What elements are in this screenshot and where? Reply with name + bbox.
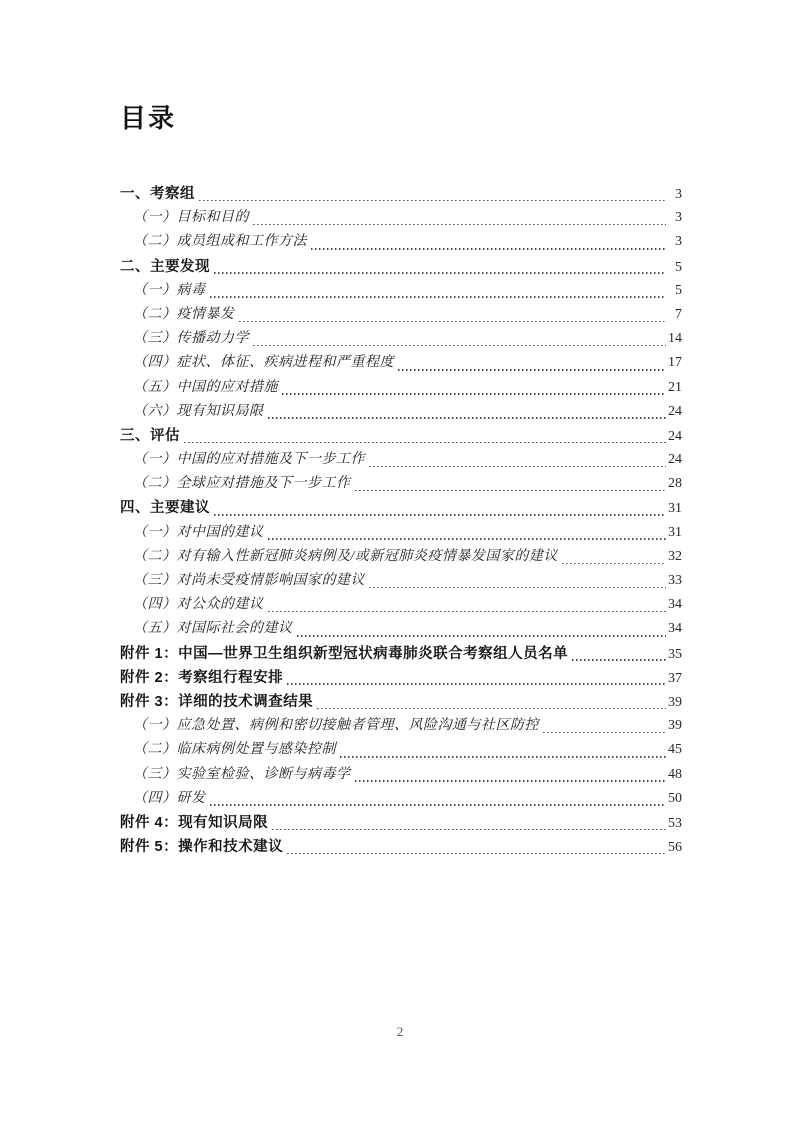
toc-entry[interactable] xyxy=(120,424,682,448)
toc-entry[interactable] xyxy=(120,593,682,617)
toc-dot-leader xyxy=(297,635,667,637)
toc-dot-leader xyxy=(355,780,667,782)
toc-entry[interactable] xyxy=(120,666,682,690)
toc-entry-page-number: 35 xyxy=(668,646,682,662)
toc-entry-label: （二）疫情暴发 xyxy=(133,306,235,322)
toc-entry-page-number: 5 xyxy=(675,259,682,275)
toc-entry-label: 附件 1：中国—世界卫生组织新型冠状病毒肺炎联合考察组人员名单 xyxy=(120,645,569,662)
toc-entry-page-number: 21 xyxy=(668,379,682,395)
toc-entry[interactable] xyxy=(120,230,682,254)
toc-entry-label: （四）研发 xyxy=(133,790,206,806)
toc-dot-leader xyxy=(268,417,667,419)
toc-entry-label: （一）应急处置、病例和密切接触者管理、风险沟通与社区防控 xyxy=(133,718,539,734)
toc-entry-label: （二）全球应对措施及下一步工作 xyxy=(133,476,351,492)
toc-dot-leader xyxy=(369,465,666,467)
toc-dot-leader xyxy=(340,756,666,758)
toc-entry[interactable] xyxy=(120,811,682,835)
toc-dot-leader xyxy=(355,489,667,491)
toc-dot-leader xyxy=(214,272,666,274)
toc-dot-leader xyxy=(268,538,667,540)
toc-entry-page-number: 48 xyxy=(668,766,682,782)
toc-dot-leader xyxy=(272,828,666,830)
toc-entry-page-number: 5 xyxy=(675,282,682,298)
toc-dot-leader xyxy=(287,852,666,854)
toc-dot-leader xyxy=(572,659,666,661)
toc-dot-leader xyxy=(253,344,666,346)
toc-entry[interactable] xyxy=(120,763,682,787)
toc-entry[interactable] xyxy=(120,279,682,303)
toc-entry-label: 附件 4：现有知识局限 xyxy=(120,814,269,831)
toc-dot-leader xyxy=(311,248,666,250)
toc-entry[interactable] xyxy=(120,327,682,351)
toc-entry[interactable] xyxy=(120,738,682,762)
toc-entry-page-number: 3 xyxy=(675,187,682,202)
toc-entry-label: 三、评估 xyxy=(120,427,180,444)
toc-dot-leader xyxy=(184,441,666,443)
toc-entry-label: （三）实验室检验、诊断与病毒学 xyxy=(133,766,351,782)
toc-entry[interactable] xyxy=(120,569,682,593)
toc-entry[interactable] xyxy=(120,545,682,569)
toc-entry[interactable] xyxy=(120,787,682,811)
toc-entry-label: （四）症状、体征、疾病进程和严重程度 xyxy=(133,355,394,371)
toc-entry-label: 附件 2：考察组行程安排 xyxy=(120,669,284,686)
toc-dot-leader xyxy=(268,610,667,612)
toc-entry-label: （三）传播动力学 xyxy=(133,331,249,347)
toc-entry-page-number: 31 xyxy=(668,501,682,517)
toc-entry-label: （一）目标和目的 xyxy=(133,210,249,226)
toc-entry-page-number: 39 xyxy=(668,694,682,710)
toc-entry-label: （一）对中国的建议 xyxy=(133,524,264,540)
toc-entry[interactable] xyxy=(120,303,682,327)
toc-entry-page-number: 7 xyxy=(675,306,682,322)
page-title: 目录 xyxy=(120,103,177,133)
toc-entry-label: （四）对公众的建议 xyxy=(133,597,264,613)
table-of-contents xyxy=(120,182,682,859)
toc-entry[interactable] xyxy=(120,448,682,472)
toc-entry-page-number: 45 xyxy=(668,742,682,758)
toc-entry[interactable] xyxy=(120,690,682,714)
toc-dot-leader xyxy=(214,514,666,516)
footer-page-number: 2 xyxy=(396,1024,404,1039)
toc-entry-page-number: 53 xyxy=(668,815,682,831)
toc-entry-page-number: 24 xyxy=(668,452,682,468)
toc-entry[interactable] xyxy=(120,714,682,738)
toc-entry-label: （六）现有知识局限 xyxy=(133,403,264,419)
toc-entry[interactable] xyxy=(120,617,682,641)
toc-entry[interactable] xyxy=(120,255,682,279)
toc-entry-page-number: 31 xyxy=(668,524,682,540)
toc-entry-label: 附件 3：详细的技术调查结果 xyxy=(120,693,314,710)
toc-dot-leader xyxy=(287,683,666,685)
toc-entry-page-number: 56 xyxy=(668,840,682,856)
toc-dot-leader xyxy=(210,296,667,298)
toc-entry-label: 附件 5：操作和技术建议 xyxy=(120,839,284,856)
toc-entry[interactable] xyxy=(120,376,682,400)
toc-entry-page-number: 3 xyxy=(675,210,682,226)
toc-dot-leader xyxy=(210,804,667,806)
toc-dot-leader xyxy=(239,320,667,322)
toc-entry-page-number: 37 xyxy=(668,670,682,686)
toc-entry-page-number: 34 xyxy=(668,597,682,613)
toc-entry[interactable] xyxy=(120,496,682,520)
toc-entry-label: （五）中国的应对措施 xyxy=(133,379,278,395)
toc-entry[interactable] xyxy=(120,835,682,859)
toc-entry-label: 二、主要发现 xyxy=(120,258,210,275)
toc-entry-page-number: 24 xyxy=(668,428,682,444)
toc-entry-page-number: 32 xyxy=(668,548,682,564)
toc-entry-label: （二）对有输入性新冠肺炎病例及/或新冠肺炎疫情暴发国家的建议 xyxy=(133,548,558,564)
toc-entry[interactable] xyxy=(120,182,682,206)
toc-dot-leader xyxy=(199,199,666,201)
toc-entry-page-number: 34 xyxy=(668,621,682,637)
toc-entry[interactable] xyxy=(120,206,682,230)
toc-entry-page-number: 17 xyxy=(668,355,682,371)
toc-dot-leader xyxy=(317,707,666,709)
toc-entry-label: （二）临床病例处置与感染控制 xyxy=(133,742,336,758)
toc-entry[interactable] xyxy=(120,521,682,545)
toc-entry-label: 一、考察组 xyxy=(120,186,195,202)
toc-entry-label: （三）对尚未受疫情影响国家的建议 xyxy=(133,573,365,588)
toc-entry-label: （五）对国际社会的建议 xyxy=(133,621,293,637)
toc-entry-label: （一）病毒 xyxy=(133,282,206,298)
toc-dot-leader xyxy=(282,393,666,395)
toc-entry-page-number: 33 xyxy=(668,573,682,588)
toc-entry[interactable] xyxy=(120,642,682,666)
toc-entry-page-number: 14 xyxy=(668,331,682,347)
toc-entry-page-number: 50 xyxy=(668,790,682,806)
toc-dot-leader xyxy=(369,586,666,588)
toc-entry-page-number: 24 xyxy=(668,403,682,419)
toc-dot-leader xyxy=(543,731,666,733)
toc-entry-label: （二）成员组成和工作方法 xyxy=(133,234,307,250)
toc-dot-leader xyxy=(562,562,666,564)
toc-dot-leader xyxy=(398,369,666,371)
toc-entry[interactable] xyxy=(120,400,682,424)
toc-entry-label: （一）中国的应对措施及下一步工作 xyxy=(133,452,365,468)
toc-entry-page-number: 3 xyxy=(675,234,682,250)
toc-dot-leader xyxy=(253,223,666,225)
toc-entry[interactable] xyxy=(120,472,682,496)
toc-entry-page-number: 28 xyxy=(668,476,682,492)
toc-entry-page-number: 39 xyxy=(668,718,682,734)
toc-entry[interactable] xyxy=(120,351,682,375)
toc-entry-label: 四、主要建议 xyxy=(120,500,210,517)
